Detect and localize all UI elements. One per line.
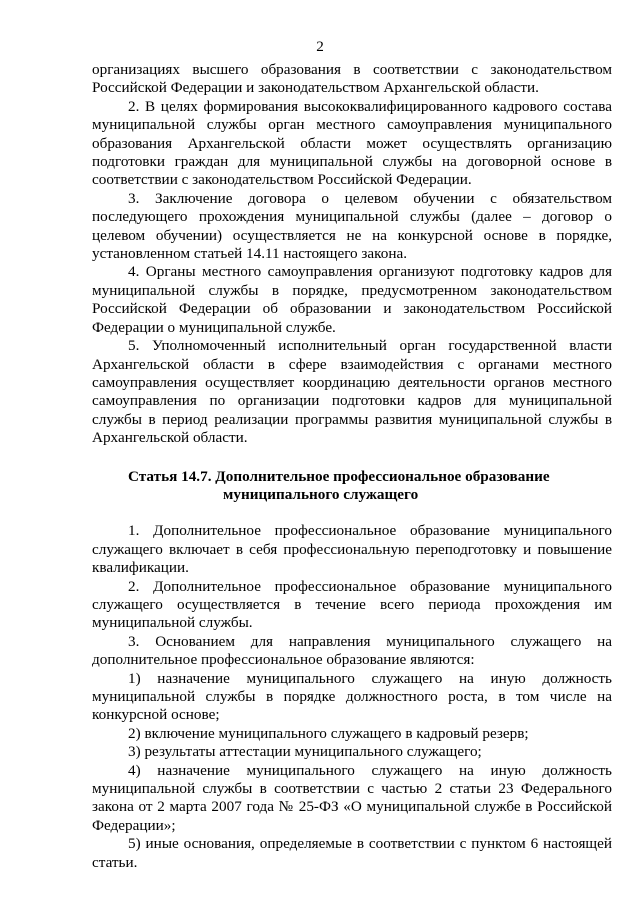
intro-paragraph: организациях высшего образования в соответствии с законодательством Российской Федерации и законодательством Архангельской области. bbox=[92, 61, 612, 97]
paragraph-2: 2. В целях формирования высококвалифицированного кадрового состава муниципальной службы орган местного самоуправления муниципального образования Архангельской области может осуществлять организацию подготовки граждан для муниципальной службы на договорной основе в соответствии с законодательством Российской Федерации. bbox=[92, 97, 612, 189]
paragraph-5: 5. Уполномоченный исполнительный орган государственной власти Архангельской области в сфере взаимодействия с органами местного самоуправления осуществляет координацию деятельности органов местного самоуправления по организации подготовки кадров для муниципальной службы в период реализации программы развития муниципальной службы в Архангельской области. bbox=[92, 337, 612, 447]
list-item-3: 3) результаты аттестации муниципального служащего; bbox=[128, 743, 482, 761]
spacer bbox=[92, 504, 612, 522]
list-item-2: 2) включение муниципального служащего в кадровый резерв; bbox=[128, 724, 529, 742]
page-number: 2 bbox=[316, 38, 324, 55]
list-item-4: 4) назначение муниципального служащего на иную должность муниципальной службы в соответствии с частью 2 статьи 23 Федерального закона от 2 марта 2007 года № 25-ФЗ «О муниципальной службе в Российской Федерации»; bbox=[92, 761, 612, 834]
article-paragraph-1: 1. Дополнительное профессиональное образование муниципального служащего включает в себя профессиональную переподготовку и повышение квалификации. bbox=[92, 522, 612, 577]
article-heading-line1: Статья 14.7. Дополнительное профессиональное образование bbox=[128, 467, 550, 485]
article-paragraph-3: 3. Основанием для направления муниципального служащего на дополнительное профессиональное образование являются: bbox=[92, 632, 612, 669]
paragraph-3: 3. Заключение договора о целевом обучении с обязательством последующего прохождения муниципальной службы (далее – договор о целевом обучении) осуществляется не на конкурсной основе в порядке, установленном статьей 14.11 настоящего закона. bbox=[92, 189, 612, 263]
article-heading bbox=[92, 468, 612, 505]
article-paragraph-2: 2. Дополнительное профессиональное образование муниципального служащего осуществляется в течение всего периода прохождения им муниципальной службы. bbox=[92, 577, 612, 632]
article-heading-line2: муниципального служащего bbox=[223, 485, 419, 503]
document-body bbox=[92, 61, 612, 872]
list-item-5: 5) иные основания, определяемые в соответствии с пунктом 6 настоящей статьи. bbox=[92, 835, 612, 871]
paragraph-4: 4. Органы местного самоуправления организуют подготовку кадров для муниципальной службы в порядке, предусмотренном законодательством Российской Федерации об образовании и законодательством Российской Федерации о муниципальной службе. bbox=[92, 263, 612, 336]
list-item-1: 1) назначение муниципального служащего на иную должность муниципальной службы в порядке должностного роста, в том числе на конкурсной основе; bbox=[92, 669, 612, 724]
